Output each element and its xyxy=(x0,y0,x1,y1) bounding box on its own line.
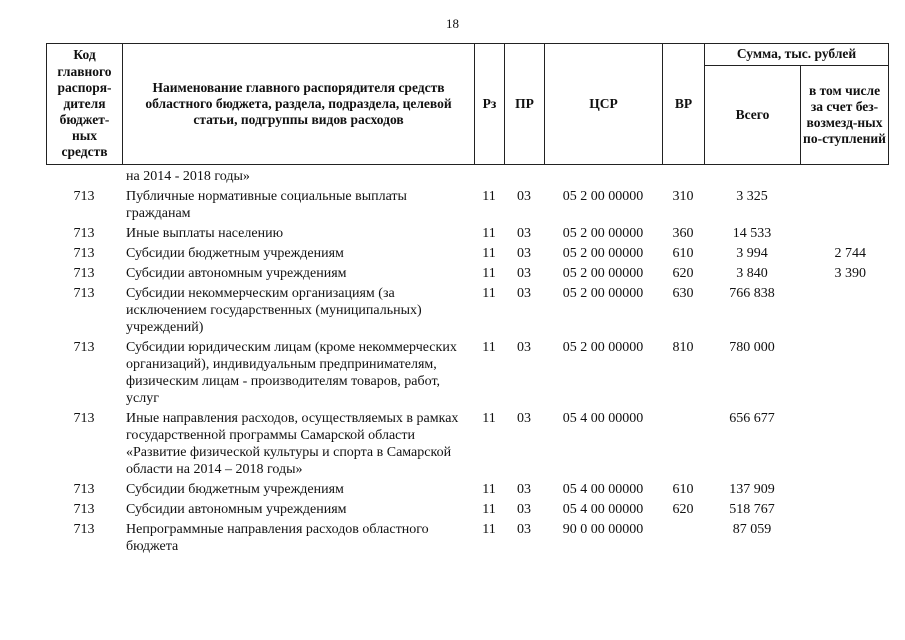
cell-code: 713 xyxy=(73,411,95,426)
cell-csr: 05 2 00 00000 xyxy=(562,266,644,281)
cell-fed xyxy=(800,407,888,478)
cell-rz: 11 xyxy=(482,226,496,241)
cell-pr: 03 xyxy=(517,189,531,204)
table-row xyxy=(46,498,888,518)
cell-vr: 610 xyxy=(672,246,694,261)
cell-csr: 05 2 00 00000 xyxy=(562,286,644,301)
cell-csr: 05 2 00 00000 xyxy=(562,246,644,261)
table-row xyxy=(46,336,888,407)
cell-code: 713 xyxy=(73,482,95,497)
cell-pr: 03 xyxy=(517,411,531,426)
cell-code: 713 xyxy=(73,189,95,204)
table-header xyxy=(46,43,889,165)
cell-vr: 810 xyxy=(672,340,694,355)
cell-total: 780 000 xyxy=(729,340,775,355)
cell-name: Субсидии автономным учреждениям xyxy=(126,266,347,281)
cell-name: Субсидии бюджетным учреждениям xyxy=(126,482,344,497)
cell-code: 713 xyxy=(73,246,95,261)
cell-csr: 05 2 00 00000 xyxy=(562,340,644,355)
cell-csr: 05 2 00 00000 xyxy=(562,189,644,204)
cell-pr: 03 xyxy=(517,246,531,261)
header-pr: ПР xyxy=(505,44,545,165)
header-rz: Рз xyxy=(475,44,505,165)
cell-rz: 11 xyxy=(482,189,496,204)
cell-name: Субсидии некоммерческим организациям (за исключением государственных (муниципальных) учреждений) xyxy=(126,286,422,335)
cell-name: Субсидии юридическим лицам (кроме некоммерческих организаций), индивидуальным предпринимателям, физическим лицам - производителям товаров, работ, услуг xyxy=(126,340,457,406)
table-row xyxy=(46,478,888,498)
cell-total: 14 533 xyxy=(732,226,772,241)
cell-name: Иные направления расходов, осуществляемых в рамках государственной программы Самарской области «Развитие физической культуры и спорта в Самарской области на 2014 – 2018 годы» xyxy=(126,411,459,477)
cell-total: 518 767 xyxy=(729,502,775,517)
cell-fed xyxy=(800,518,888,555)
page-number: 18 xyxy=(446,16,459,31)
cell-pr: 03 xyxy=(517,502,531,517)
cell-code: 713 xyxy=(73,266,95,281)
header-total: Всего xyxy=(705,66,801,165)
header-code: Код главного распоря-дителя бюджет-ных средств xyxy=(47,44,123,165)
cell-csr: 05 2 00 00000 xyxy=(562,226,644,241)
cell-fed xyxy=(800,282,888,336)
cell-code: 713 xyxy=(73,522,95,537)
cell-fed xyxy=(800,185,888,222)
cell-name: Непрограммные направления расходов областного бюджета xyxy=(126,522,429,554)
cell-csr: 05 4 00 00000 xyxy=(562,502,644,517)
cell-vr xyxy=(662,407,704,478)
cell-rz: 11 xyxy=(482,340,496,355)
header-sum: Сумма, тыс. рублей xyxy=(705,44,889,66)
cell-rz: 11 xyxy=(482,502,496,517)
cell-vr xyxy=(662,518,704,555)
header-csr: ЦСР xyxy=(545,44,663,165)
cell-pr: 03 xyxy=(517,226,531,241)
table-row xyxy=(46,242,888,262)
cell-total: 3 994 xyxy=(736,246,768,261)
cell-vr: 620 xyxy=(672,266,694,281)
cell-csr: 05 4 00 00000 xyxy=(562,482,644,497)
cell-rz: 11 xyxy=(482,482,496,497)
cell-fed xyxy=(800,222,888,242)
table-row xyxy=(46,262,888,282)
cell-rz: 11 xyxy=(482,411,496,426)
cell-pr: 03 xyxy=(517,340,531,355)
cell-name: Иные выплаты населению xyxy=(126,226,284,241)
table-row xyxy=(46,282,888,336)
cell-vr: 620 xyxy=(672,502,694,517)
cell-total: 3 840 xyxy=(736,266,768,281)
continuation-text: на 2014 - 2018 годы» xyxy=(126,169,250,184)
cell-total: 137 909 xyxy=(729,482,775,497)
cell-code: 713 xyxy=(73,286,95,301)
cell-code: 713 xyxy=(73,502,95,517)
cell-name: Субсидии автономным учреждениям xyxy=(126,502,347,517)
budget-table xyxy=(46,168,888,555)
table-row xyxy=(46,185,888,222)
table-row xyxy=(46,407,888,478)
cell-code: 713 xyxy=(73,226,95,241)
cell-csr: 05 4 00 00000 xyxy=(562,411,644,426)
cell-fed: 3 390 xyxy=(834,266,866,281)
cell-total: 87 059 xyxy=(732,522,772,537)
table-row xyxy=(46,222,888,242)
cell-vr: 630 xyxy=(672,286,694,301)
cell-rz: 11 xyxy=(482,246,496,261)
cell-total: 656 677 xyxy=(729,411,775,426)
cell-vr: 360 xyxy=(672,226,694,241)
cell-vr: 610 xyxy=(672,482,694,497)
cell-fed xyxy=(800,336,888,407)
cell-code: 713 xyxy=(73,340,95,355)
cell-fed xyxy=(800,478,888,498)
cell-rz: 11 xyxy=(482,522,496,537)
cell-name: Публичные нормативные социальные выплаты гражданам xyxy=(126,189,407,221)
cell-fed xyxy=(800,498,888,518)
cell-rz: 11 xyxy=(482,266,496,281)
header-vr: ВР xyxy=(663,44,705,165)
cell-pr: 03 xyxy=(517,482,531,497)
cell-rz: 11 xyxy=(482,286,496,301)
cell-name: Субсидии бюджетным учреждениям xyxy=(126,246,344,261)
cell-fed: 2 744 xyxy=(834,246,866,261)
header-name: Наименование главного распорядителя средств областного бюджета, раздела, подраздела, целевой статьи, подгруппы видов расходов xyxy=(123,44,475,165)
cell-pr: 03 xyxy=(517,266,531,281)
cell-total: 766 838 xyxy=(729,286,775,301)
header-fed: в том числе за счет без-возмезд-ных по-ступлений xyxy=(801,66,889,165)
continuation-row xyxy=(46,168,888,185)
table-row xyxy=(46,518,888,555)
cell-total: 3 325 xyxy=(736,189,768,204)
cell-vr: 310 xyxy=(672,189,694,204)
cell-pr: 03 xyxy=(517,522,531,537)
cell-pr: 03 xyxy=(517,286,531,301)
cell-csr: 90 0 00 00000 xyxy=(562,522,644,537)
